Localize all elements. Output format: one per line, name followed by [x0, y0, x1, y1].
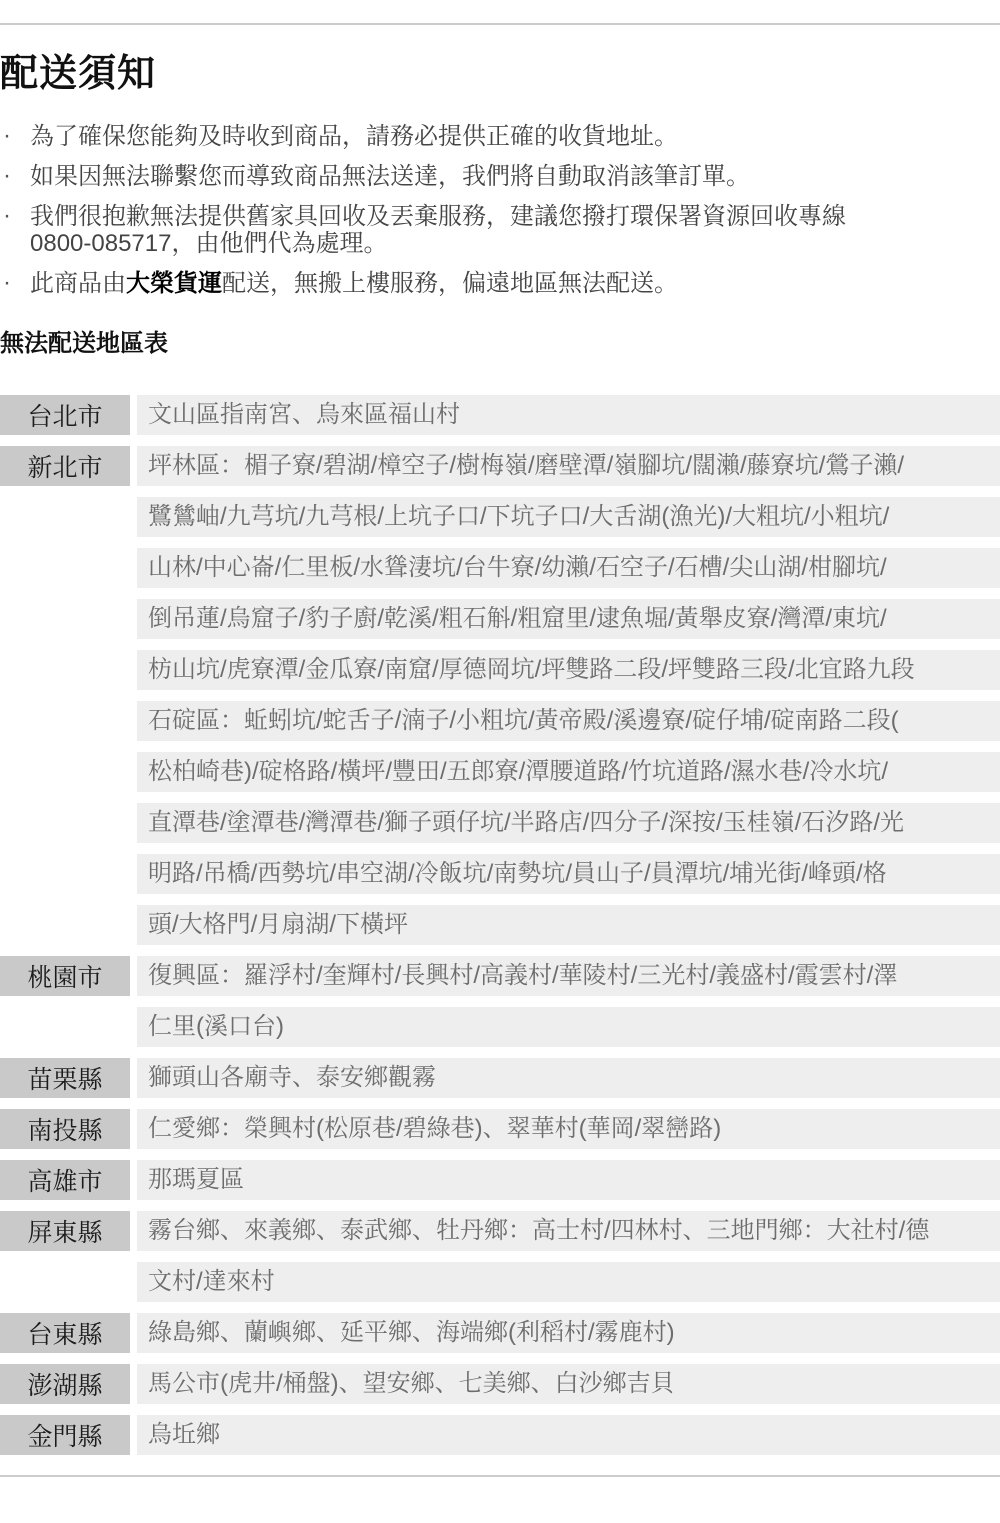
table-row-continuation [0, 701, 1000, 741]
table-row [0, 446, 1000, 486]
area-cell: 山林/中心崙/仁里板/水聳淒坑/台牛寮/幼瀨/石空子/石槽/尖山湖/柑腳坑/ [137, 548, 1000, 588]
note-text: 0800-085717，由他們代為處理。 [30, 230, 388, 257]
area-cell: 仁里(溪口台) [137, 1007, 1000, 1047]
table-row [0, 395, 1000, 435]
region-cell-empty [0, 701, 130, 741]
bullet-dot: · [3, 162, 11, 189]
table-row [0, 1211, 1000, 1251]
area-cell: 仁愛鄉：榮興村(松原巷/碧綠巷)、翠華村(華岡/翠巒路) [137, 1109, 1000, 1149]
bullet-dot: · [3, 202, 11, 229]
area-cell: 復興區：羅浮村/奎輝村/長興村/高義村/華陵村/三光村/義盛村/霞雲村/澤 [137, 956, 1000, 996]
note-item [0, 270, 1000, 297]
area-cell: 枋山坑/虎寮潭/金瓜寮/南窟/厚德岡坑/坪雙路二段/坪雙路三段/北宜路九段 [137, 650, 1000, 690]
region-cell: 新北市 [0, 446, 130, 486]
table-row-continuation [0, 854, 1000, 894]
carrier-name: 大榮貨運 [126, 270, 222, 297]
table-row [0, 1415, 1000, 1455]
area-cell: 直潭巷/塗潭巷/灣潭巷/獅子頭仔坑/半路店/四分子/深按/玉桂嶺/石汐路/光 [137, 803, 1000, 843]
area-cell: 松柏崎巷)/碇格路/橫坪/豐田/五郎寮/潭腰道路/竹坑道路/濕水巷/冷水坑/ [137, 752, 1000, 792]
area-cell: 獅頭山各廟寺、泰安鄉觀霧 [137, 1058, 1000, 1098]
table-row [0, 956, 1000, 996]
region-cell-empty [0, 497, 130, 537]
area-cell: 烏坵鄉 [137, 1415, 1000, 1455]
page-title: 配送須知 [0, 53, 157, 95]
area-cell: 鷺鷥岫/九芎坑/九芎根/上坑子口/下坑子口/大舌湖(漁光)/大粗坑/小粗坑/ [137, 497, 1000, 537]
note-item [0, 123, 1000, 150]
table-row [0, 1109, 1000, 1149]
area-cell: 馬公市(虎井/桶盤)、望安鄉、七美鄉、白沙鄉吉貝 [137, 1364, 1000, 1404]
table-row-continuation [0, 803, 1000, 843]
region-cell: 苗栗縣 [0, 1058, 130, 1098]
area-cell: 那瑪夏區 [137, 1160, 1000, 1200]
area-cell: 坪林區：楣子寮/碧湖/樟空子/樹梅嶺/磨壁潭/嶺腳坑/闊瀨/藤寮坑/鶯子瀨/ [137, 446, 1000, 486]
region-cell: 屏東縣 [0, 1211, 130, 1251]
area-cell: 石碇區：蚯蚓坑/蛇舌子/湳子/小粗坑/黃帝殿/溪邊寮/碇仔埔/碇南路二段( [137, 701, 1000, 741]
region-cell: 澎湖縣 [0, 1364, 130, 1404]
region-cell: 台北市 [0, 395, 130, 435]
area-cell: 文山區指南宮、烏來區福山村 [137, 395, 1000, 435]
region-cell-empty [0, 803, 130, 843]
delivery-notes-list [0, 123, 1000, 297]
note-text: 為了確保您能夠及時收到商品，請務必提供正確的收貨地址。 [30, 123, 678, 150]
table-row [0, 1364, 1000, 1404]
table-row-continuation [0, 650, 1000, 690]
region-cell: 台東縣 [0, 1313, 130, 1353]
region-cell: 金門縣 [0, 1415, 130, 1455]
table-row-continuation [0, 1262, 1000, 1302]
region-cell: 桃園市 [0, 956, 130, 996]
table-row-continuation [0, 599, 1000, 639]
area-cell: 綠島鄉、蘭嶼鄉、延平鄉、海端鄉(利稻村/霧鹿村) [137, 1313, 1000, 1353]
bullet-dot: · [3, 269, 11, 296]
table-row-continuation [0, 497, 1000, 537]
region-cell-empty [0, 650, 130, 690]
region-cell: 南投縣 [0, 1109, 130, 1149]
top-divider [0, 23, 1000, 25]
table-row-continuation [0, 1007, 1000, 1047]
region-cell-empty [0, 854, 130, 894]
area-cell: 頭/大格門/月扇湖/下橫坪 [137, 905, 1000, 945]
bullet-dot: · [3, 122, 11, 149]
table-row-continuation [0, 905, 1000, 945]
table-title: 無法配送地區表 [0, 330, 168, 357]
area-cell: 明路/吊橋/西勢坑/串空湖/冷飯坑/南勢坑/員山子/員潭坑/埔光街/峰頭/格 [137, 854, 1000, 894]
region-cell-empty [0, 1007, 130, 1047]
note-item [0, 203, 1000, 257]
area-cell: 倒吊蓮/烏窟子/豹子廚/乾溪/粗石斛/粗窟里/逮魚堀/黃舉皮寮/灣潭/東坑/ [137, 599, 1000, 639]
note-text [30, 270, 1000, 297]
region-cell-empty [0, 1262, 130, 1302]
bottom-divider [0, 1475, 1000, 1477]
area-cell: 文村/達來村 [137, 1262, 1000, 1302]
note-segment: 此商品由 [30, 270, 126, 297]
table-row-continuation [0, 548, 1000, 588]
no-delivery-area-table [0, 395, 1000, 1455]
table-row [0, 1058, 1000, 1098]
note-text: 我們很抱歉無法提供舊家具回收及丟棄服務，建議您撥打環保署資源回收專線 [30, 203, 846, 230]
area-cell: 霧台鄉、來義鄉、泰武鄉、牡丹鄉：高士村/四林村、三地門鄉：大社村/德 [137, 1211, 1000, 1251]
table-row [0, 1313, 1000, 1353]
region-cell-empty [0, 752, 130, 792]
note-segment: 配送，無搬上樓服務，偏遠地區無法配送。 [222, 270, 678, 297]
region-cell-empty [0, 905, 130, 945]
note-item [0, 163, 1000, 190]
table-row-continuation [0, 752, 1000, 792]
region-cell: 高雄市 [0, 1160, 130, 1200]
region-cell-empty [0, 548, 130, 588]
table-row [0, 1160, 1000, 1200]
note-text: 如果因無法聯繫您而導致商品無法送達，我們將自動取消該筆訂單。 [30, 163, 750, 190]
region-cell-empty [0, 599, 130, 639]
